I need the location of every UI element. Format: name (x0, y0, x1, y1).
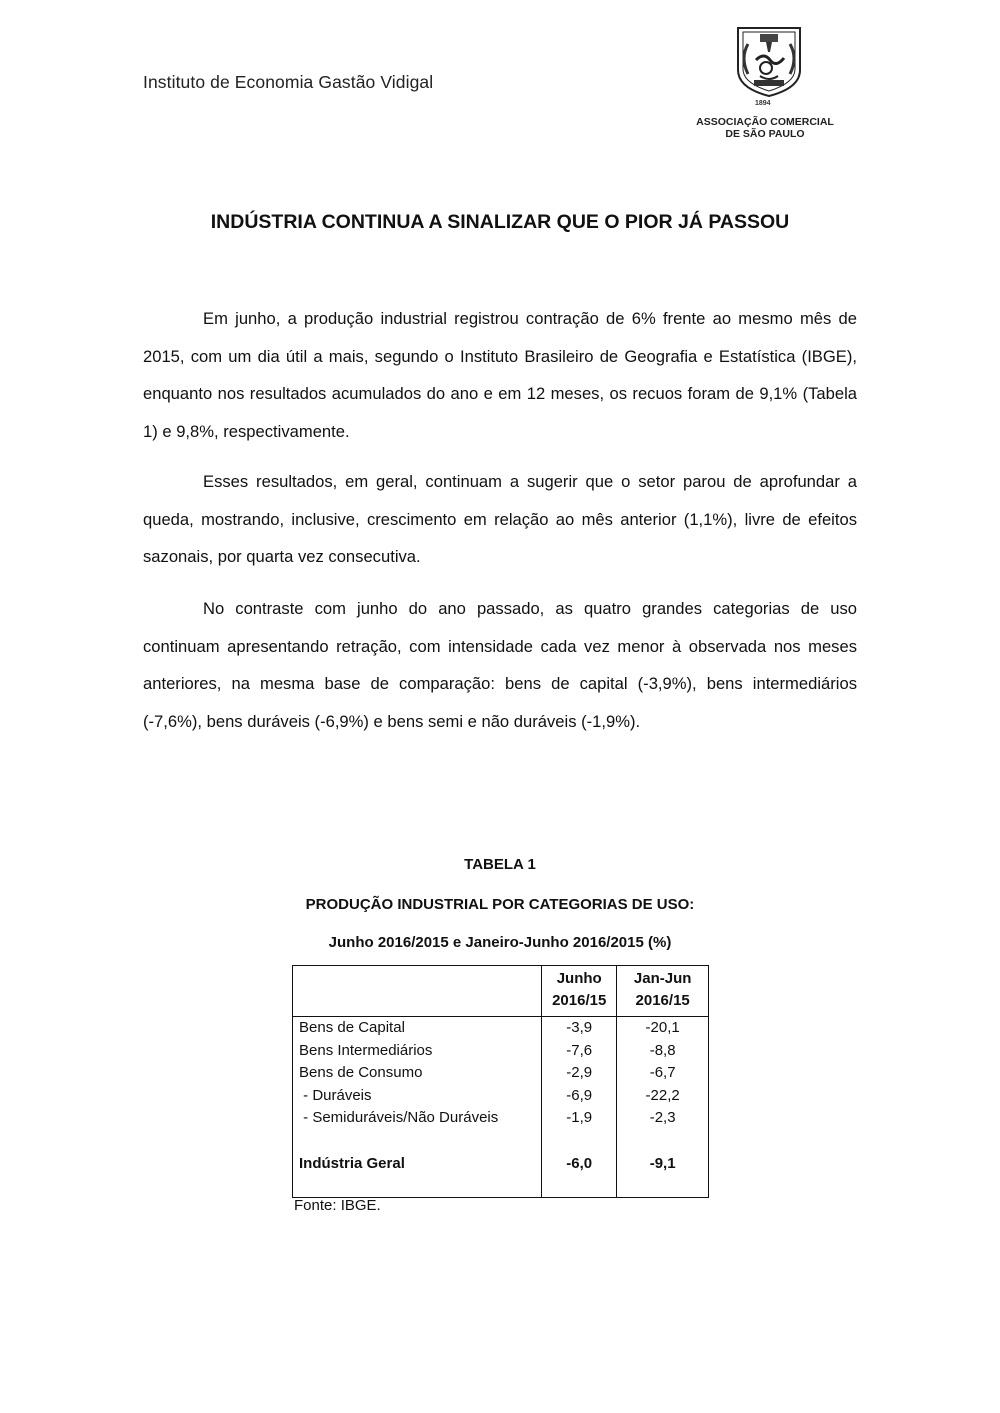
paragraph-2: Esses resultados, em geral, continuam a sugerir que o setor parou de aprofundar a queda, mostrando, inclusive, crescimento em relação ao mês anterior (1,1%), livre de efeitos sazonais, por quarta vez consecutiva. (143, 472, 857, 567)
logo-year: 1894 (755, 100, 771, 107)
row-june-value: -7,6 (542, 1040, 617, 1063)
production-table (292, 965, 709, 1198)
row-jan-jun-value: -6,7 (617, 1062, 709, 1085)
table-spacer-row (293, 1130, 709, 1153)
paragraph-1: Em junho, a produção industrial registrou contração de 6% frente ao mesmo mês de 2015, com um dia útil a mais, segundo o Instituto Brasileiro de Geografia e Estatística (IBGE), enquanto nos resultados acumulados do ano e em 12 meses, os recuos foram de 9,1% (Tabela 1) e 9,8%, respectivamente. (143, 309, 857, 441)
row-label: Bens Intermediários (299, 1041, 433, 1059)
table-label: TABELA 1 (464, 856, 536, 873)
row-jan-jun-value: -20,1 (617, 1017, 709, 1040)
table-header-row (293, 966, 709, 1017)
row-jan-jun-value: -8,8 (617, 1040, 709, 1063)
header-jan-jun (617, 966, 709, 1017)
row-june-value: -3,9 (542, 1017, 617, 1040)
total-june-value: -6,0 (542, 1153, 617, 1176)
header-jan-jun-line1: Jan-Jun (633, 970, 692, 987)
row-june-value: -6,9 (542, 1085, 617, 1108)
row-label: - Duráveis (299, 1086, 372, 1104)
table-row (293, 1017, 709, 1040)
total-jan-jun-value: -9,1 (617, 1153, 709, 1176)
table-row (293, 1040, 709, 1063)
table-total-row (293, 1153, 709, 1176)
row-june-value: -1,9 (542, 1107, 617, 1130)
association-name-line2: DE SÃO PAULO (725, 128, 805, 140)
paragraph-3: No contraste com junho do ano passado, as quatro grandes categorias de uso continuam apresentando retração, com intensidade cada vez menor à observada nos meses anteriores, na mesma base de comparação: bens de capital (-3,9%), bens intermediários (-7,6%), bens duráveis (-6,9%) e bens semi e não duráveis (-1,9%). (143, 599, 857, 731)
table-source: Fonte: IBGE. (294, 1197, 381, 1214)
table-bottom-spacer (293, 1175, 709, 1198)
header-june-line1: Junho (556, 970, 602, 987)
association-name (690, 116, 840, 140)
header-june (542, 966, 617, 1017)
header-jan-jun-line2: 2016/15 (635, 992, 690, 1009)
table-row (293, 1085, 709, 1108)
institute-name: Instituto de Economia Gastão Vidigal (143, 72, 434, 92)
table-row (293, 1062, 709, 1085)
row-label: - Semiduráveis/Não Duráveis (299, 1109, 499, 1126)
row-label: Bens de Capital (299, 1019, 405, 1036)
table-title: PRODUÇÃO INDUSTRIAL POR CATEGORIAS DE USO: (305, 896, 695, 913)
association-name-line1: ASSOCIAÇÃO COMERCIAL (696, 116, 834, 128)
row-jan-jun-value: -2,3 (617, 1107, 709, 1130)
row-jan-jun-value: -22,2 (617, 1085, 709, 1108)
row-label: Bens de Consumo (299, 1064, 423, 1081)
article-title: INDÚSTRIA CONTINUA A SINALIZAR QUE O PIOR JÁ PASSOU (210, 211, 790, 233)
table-row (293, 1107, 709, 1130)
association-seal-logo (730, 22, 808, 98)
total-label: Indústria Geral (299, 1154, 405, 1172)
table-subtitle: Junho 2016/2015 e Janeiro-Junho 2016/2015 (%) (328, 934, 672, 951)
row-june-value: -2,9 (542, 1062, 617, 1085)
header-june-line2: 2016/15 (552, 992, 607, 1009)
header-empty-cell (293, 966, 542, 1017)
